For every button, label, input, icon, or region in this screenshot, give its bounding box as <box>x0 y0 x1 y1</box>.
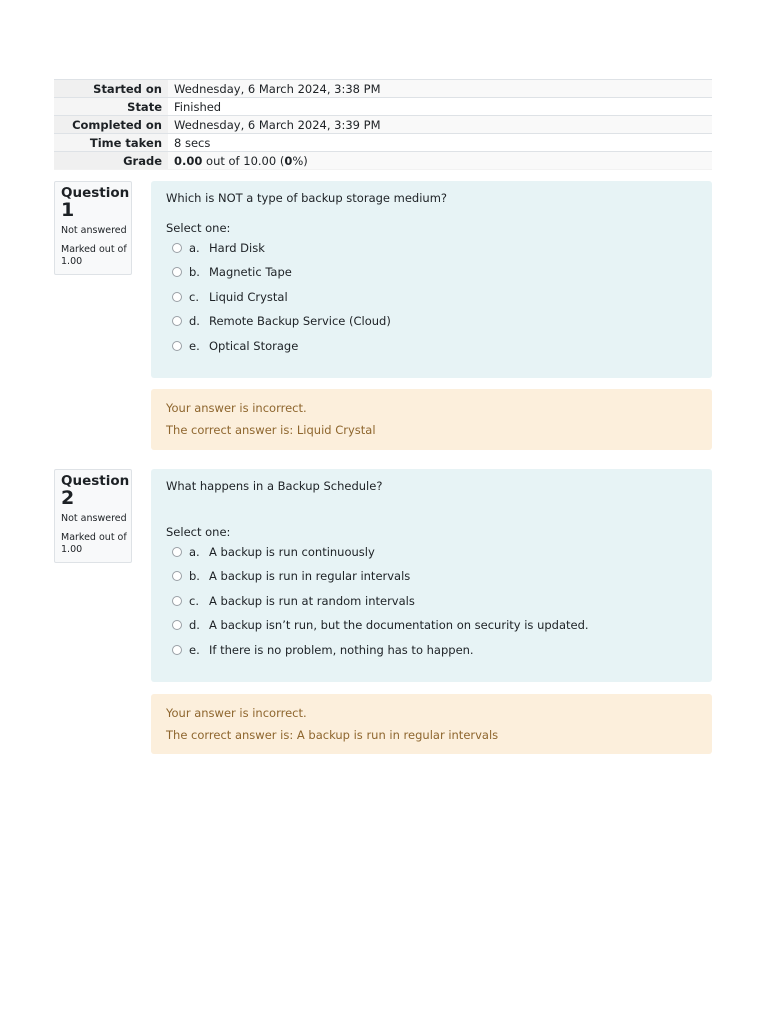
question-2-info <box>54 469 132 563</box>
attempt-summary-table <box>54 79 712 170</box>
question-1-feedback <box>151 389 712 450</box>
feedback-correct-answer: The correct answer is: A backup is run in regular intervals <box>166 728 499 742</box>
option-letter: c. <box>189 593 199 608</box>
option-letter: d. <box>189 314 200 329</box>
question-number: 2 <box>61 487 75 509</box>
option-e[interactable] <box>166 334 712 358</box>
radio-button[interactable] <box>172 292 182 302</box>
question-text: Which is NOT a type of backup storage medium? <box>166 191 448 205</box>
grade-score: 0.00 <box>174 153 203 168</box>
option-text: If there is no problem, nothing has to happen. <box>209 642 474 657</box>
started-on-value: Wednesday, 6 March 2024, 3:38 PM <box>168 80 712 98</box>
summary-row-time <box>54 134 712 152</box>
feedback-incorrect: Your answer is incorrect. <box>166 706 307 720</box>
summary-row-completed <box>54 116 712 134</box>
option-text: Hard Disk <box>209 241 265 255</box>
radio-button[interactable] <box>172 267 182 277</box>
summary-row-state <box>54 98 712 116</box>
radio-button[interactable] <box>172 571 182 581</box>
option-letter: b. <box>189 569 200 584</box>
summary-row-grade <box>54 152 712 170</box>
question-2-content <box>151 469 712 682</box>
option-text: Liquid Crystal <box>209 289 288 304</box>
question-state: Not answered <box>61 225 127 236</box>
grade-percent: 0 <box>284 153 293 168</box>
grade-percent-suffix: %) <box>292 153 308 168</box>
option-a[interactable] <box>166 540 712 564</box>
option-letter: a. <box>189 241 200 255</box>
radio-button[interactable] <box>172 620 182 630</box>
question-label: Question <box>61 473 130 489</box>
time-taken-value: 8 secs <box>168 134 712 152</box>
state-value: Finished <box>168 98 712 116</box>
option-c[interactable] <box>166 589 712 613</box>
option-d[interactable] <box>166 613 712 637</box>
radio-button[interactable] <box>172 243 182 253</box>
option-letter: e. <box>189 338 200 353</box>
option-text: Magnetic Tape <box>209 265 292 280</box>
grade-out-of: out of 10.00 ( <box>202 153 285 168</box>
select-one-prompt: Select one: <box>166 221 231 235</box>
answer-options <box>166 236 712 358</box>
option-b[interactable] <box>166 260 712 284</box>
question-state: Not answered <box>61 513 127 524</box>
completed-on-label: Completed on <box>54 116 168 134</box>
question-1-content <box>151 181 712 378</box>
question-1-info <box>54 181 132 275</box>
option-letter: c. <box>189 289 199 304</box>
option-letter: e. <box>189 642 200 657</box>
select-one-prompt: Select one: <box>166 525 231 539</box>
option-d[interactable] <box>166 309 712 333</box>
option-b[interactable] <box>166 564 712 588</box>
summary-row-started <box>54 80 712 98</box>
started-on-label: Started on <box>54 80 168 98</box>
grade-label: Grade <box>54 152 168 170</box>
radio-button[interactable] <box>172 547 182 557</box>
answer-options <box>166 540 712 662</box>
option-text: Remote Backup Service (Cloud) <box>209 314 391 329</box>
option-text: A backup isn’t run, but the documentation on security is updated. <box>209 618 589 633</box>
feedback-incorrect: Your answer is incorrect. <box>166 401 307 415</box>
question-mark: Marked out of 1.00 <box>61 244 127 267</box>
option-letter: a. <box>189 545 200 559</box>
question-text: What happens in a Backup Schedule? <box>166 479 383 493</box>
radio-button[interactable] <box>172 341 182 351</box>
radio-button[interactable] <box>172 316 182 326</box>
option-text: Optical Storage <box>209 338 299 353</box>
completed-on-value: Wednesday, 6 March 2024, 3:39 PM <box>168 116 712 134</box>
option-letter: d. <box>189 618 200 633</box>
time-taken-label: Time taken <box>54 134 168 152</box>
option-text: A backup is run in regular intervals <box>209 569 411 584</box>
option-text: A backup is run continuously <box>209 545 375 559</box>
question-label: Question <box>61 185 130 201</box>
question-2-feedback <box>151 694 712 754</box>
grade-value <box>168 152 712 170</box>
question-number: 1 <box>61 199 75 221</box>
option-text: A backup is run at random intervals <box>209 593 415 608</box>
state-label: State <box>54 98 168 116</box>
option-c[interactable] <box>166 285 712 309</box>
radio-button[interactable] <box>172 645 182 655</box>
radio-button[interactable] <box>172 596 182 606</box>
option-e[interactable] <box>166 638 712 662</box>
option-letter: b. <box>189 265 200 280</box>
feedback-correct-answer: The correct answer is: Liquid Crystal <box>166 423 376 437</box>
option-a[interactable] <box>166 236 712 260</box>
question-mark: Marked out of 1.00 <box>61 532 127 555</box>
